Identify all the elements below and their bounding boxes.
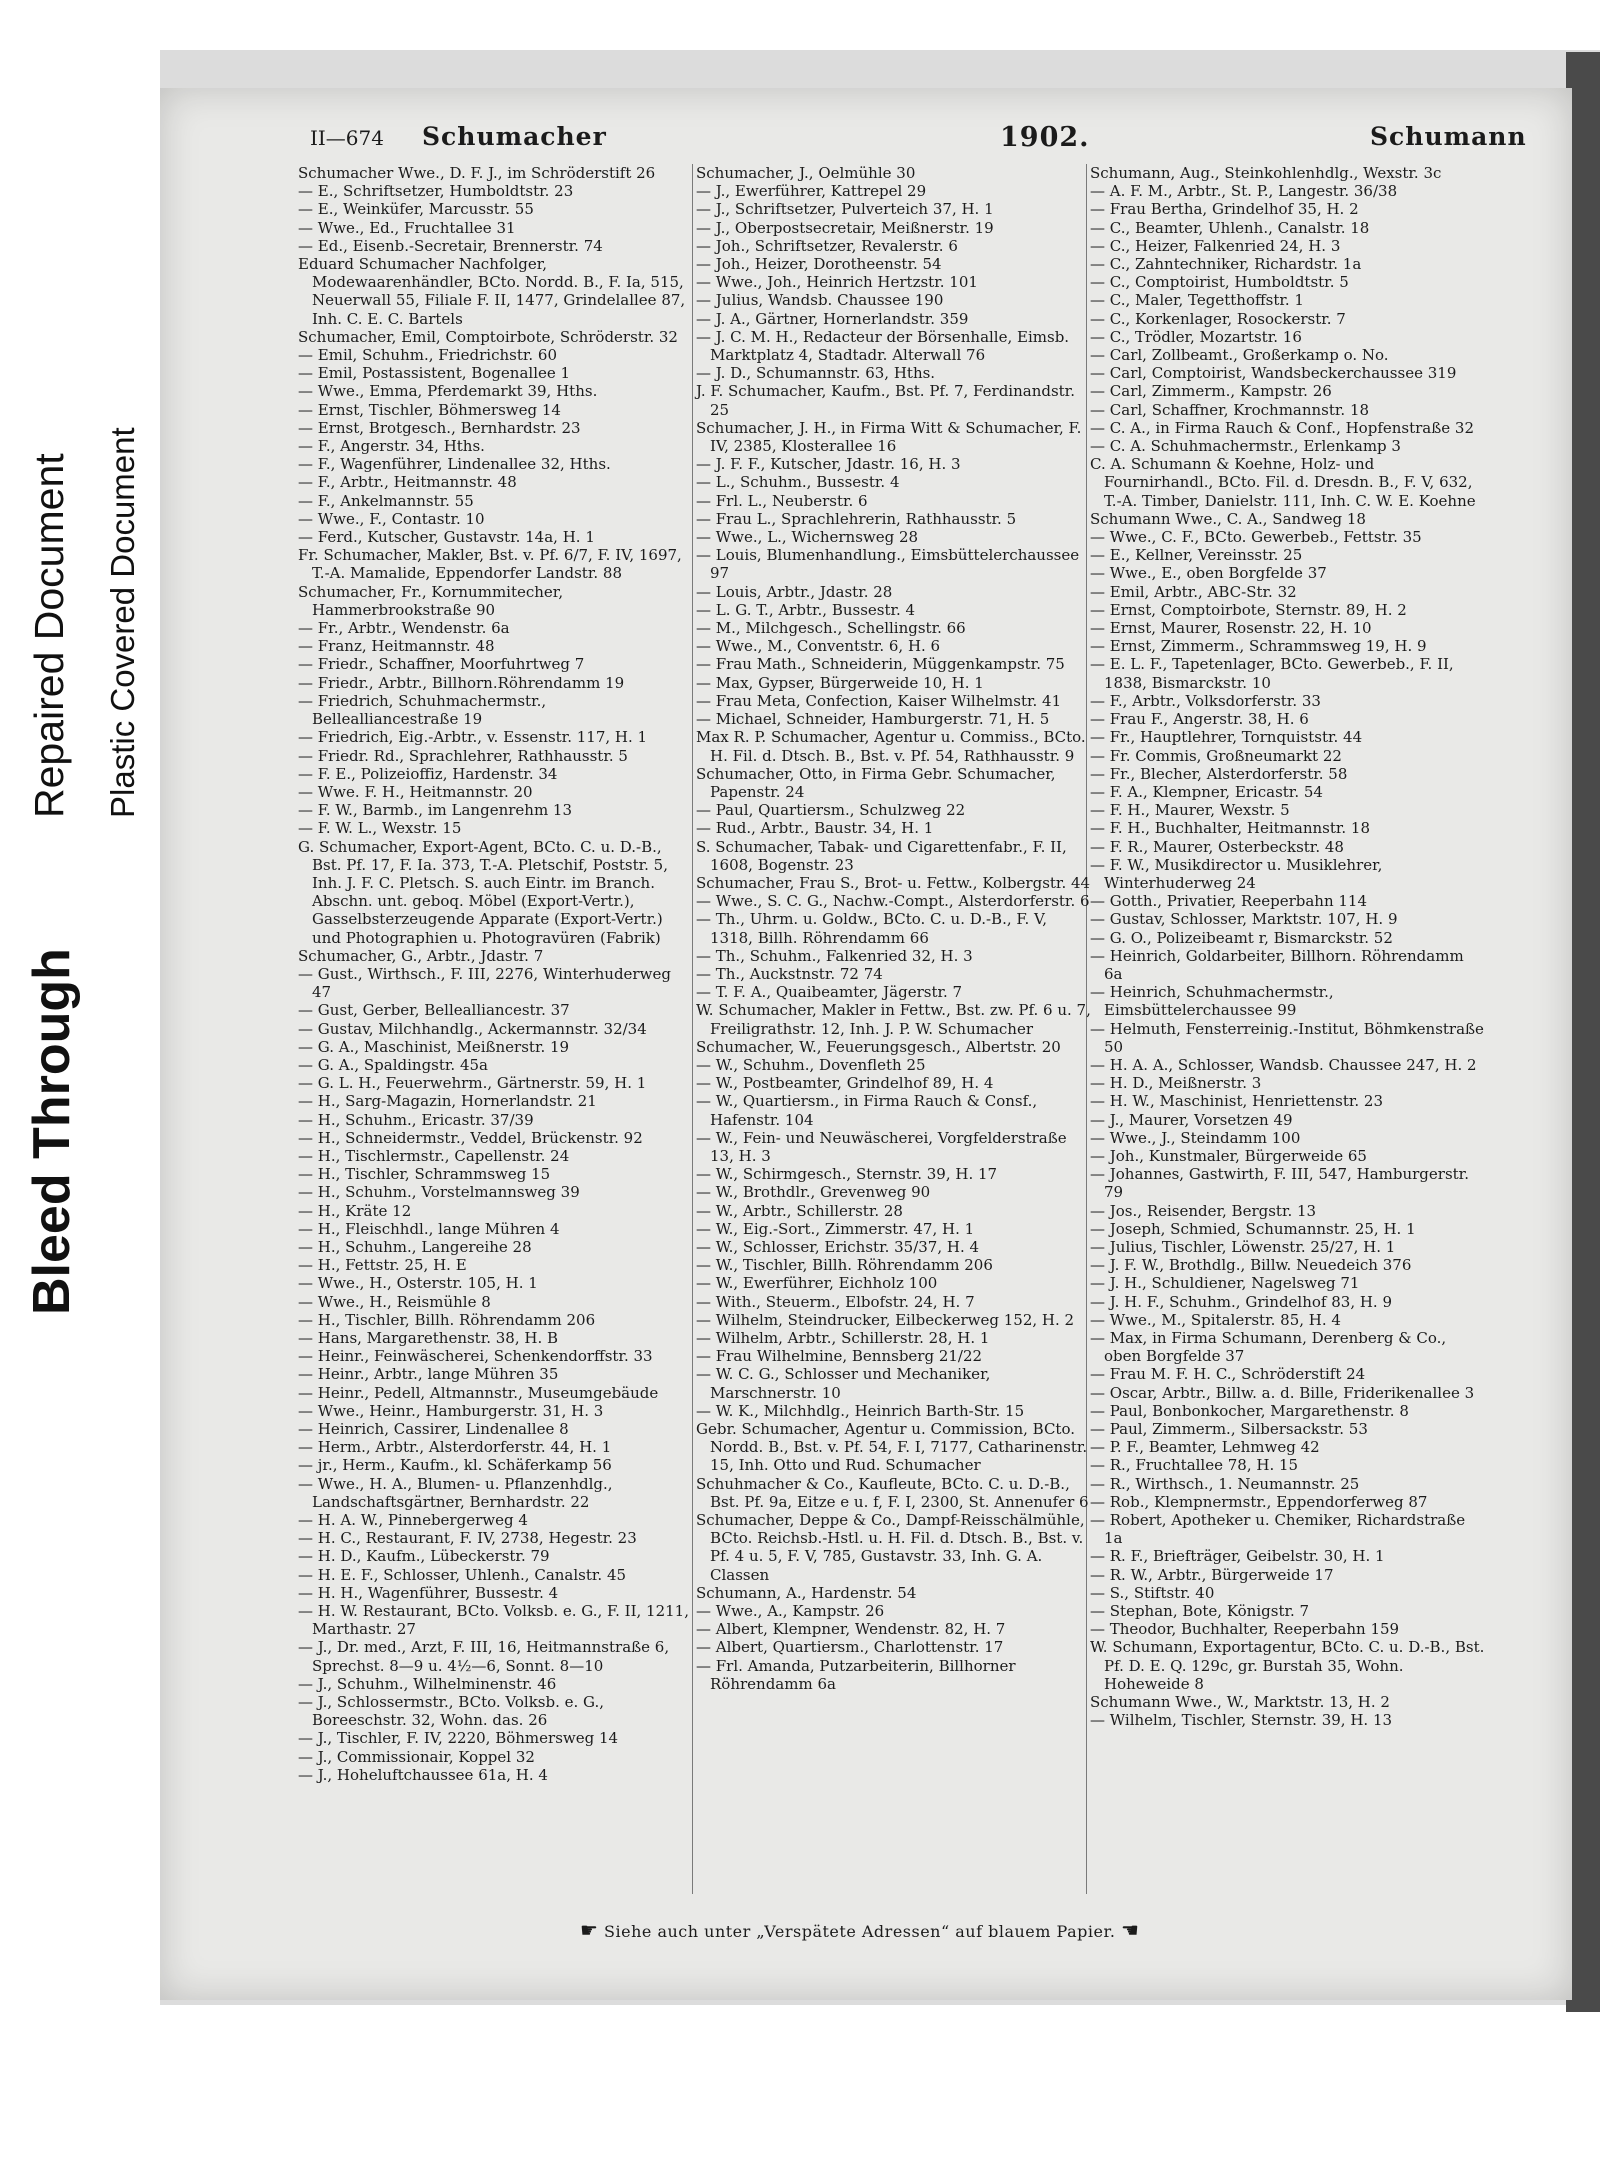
directory-entry: — Heinrich, Cassirer, Lindenallee 8	[298, 1420, 569, 1439]
directory-entry: — J. F. F., Kutscher, Jdastr. 16, H. 3	[696, 455, 961, 474]
directory-entry: — Joh., Kunstmaler, Bürgerweide 65	[1090, 1146, 1367, 1165]
directory-entry: — Fr. Commis, Großneumarkt 22	[1090, 746, 1342, 765]
directory-entry: — Theodor, Buchhalter, Reeperbahn 159	[1090, 1620, 1400, 1639]
directory-entry: — E., Kellner, Vereinsstr. 25	[1090, 546, 1303, 565]
directory-entry: — J. C. M. H., Redacteur der Börsenhalle, Eimsb. Marktplatz 4, Stadtadr. Alterwall 76	[696, 327, 1070, 365]
page-number: II—674	[310, 126, 384, 150]
directory-entry: — Helmuth, Fensterreinig.-Institut, Böhmkenstraße 50	[1090, 1019, 1484, 1056]
directory-entry: — E., Schriftsetzer, Humboldtstr. 23	[298, 182, 574, 201]
directory-entry: — E. L. F., Tapetenlager, BCto. Gewerbeb., F. II, 1838, Bismarckstr. 10	[1090, 655, 1454, 692]
directory-entry: Schumacher, J. H., in Firma Witt & Schumacher, F. IV, 2385, Klosterallee 16	[696, 418, 1082, 456]
directory-entry: — G. A., Spaldingstr. 45a	[298, 1055, 488, 1074]
directory-entry: Max R. P. Schumacher, Agentur u. Commiss., BCto. H. Fil. d. Dtsch. B., Bst. v. Pf. 54, Rathhausstr. 9	[696, 728, 1086, 765]
directory-entry: — H. C., Restaurant, F. IV, 2738, Hegestr. 23	[298, 1529, 637, 1548]
directory-entry: — Paul, Zimmerm., Silbersackstr. 53	[1090, 1420, 1368, 1439]
directory-entry: — J. H., Schuldiener, Nagelsweg 71	[1090, 1274, 1360, 1293]
directory-entry: — H., Fettstr. 25, H. E	[298, 1256, 467, 1275]
directory-entry: — Emil, Arbtr., ABC-Str. 32	[1090, 582, 1297, 601]
directory-entry: — Johannes, Gastwirth, F. III, 547, Hamburgerstr. 79	[1090, 1165, 1469, 1202]
directory-entry: — Wwe., Emma, Pferdemarkt 39, Hths.	[298, 382, 598, 401]
directory-entry: J. F. Schumacher, Kaufm., Bst. Pf. 7, Ferdinandstr. 25	[696, 382, 1075, 419]
directory-entry: — G. A., Maschinist, Meißnerstr. 19	[298, 1037, 570, 1056]
directory-entry: — Carl, Schaffner, Krochmannstr. 18	[1090, 400, 1370, 419]
directory-entry: — Oscar, Arbtr., Billw. a. d. Bille, Friderikenallee 3	[1090, 1383, 1475, 1402]
directory-entry: — Heinr., Pedell, Altmannstr., Museumgebäude	[298, 1383, 659, 1402]
directory-entry: — R., Fruchtallee 78, H. 15	[1090, 1456, 1299, 1475]
directory-entry: — Wwe., C. F., BCto. Gewerbeb., Fettstr. 35	[1090, 528, 1422, 547]
header-left-name: Schumacher	[422, 122, 607, 151]
directory-entry: W. Schumacher, Makler in Fettw., Bst. zw. Pf. 6 u. 7, Freiligrathstr. 12, Inh. J. P. W. Schumacher	[696, 1001, 1091, 1038]
directory-entry: — L. G. T., Arbtr., Bussestr. 4	[696, 600, 916, 619]
directory-entry: — H. W. Restaurant, BCto. Volksb. e. G., F. II, 1211, Marthastr. 27	[298, 1602, 689, 1639]
directory-entry: — F. W. L., Wexstr. 15	[298, 819, 462, 838]
directory-entry: — Wwe., A., Kampstr. 26	[696, 1602, 885, 1621]
directory-entry: — Wwe., J., Steindamm 100	[1090, 1128, 1301, 1147]
directory-entry: — Wwe., L., Wichernsweg 28	[696, 528, 919, 547]
bleed-through-label: Bleed Through	[23, 948, 81, 1315]
directory-entry: — Frau M. F. H. C., Schröderstift 24	[1090, 1365, 1366, 1384]
directory-entry: Schumacher, G., Arbtr., Jdastr. 7	[298, 946, 544, 965]
directory-entry: — L., Schuhm., Bussestr. 4	[696, 473, 900, 492]
directory-entry: — C., Heizer, Falkenried 24, H. 3	[1090, 236, 1341, 255]
directory-entry: — Heinr., Arbtr., lange Mühren 35	[298, 1365, 559, 1384]
page-header	[310, 120, 1532, 160]
directory-entry: — F., Arbtr., Heitmannstr. 48	[298, 473, 517, 492]
directory-entry: — Wwe., Joh., Heinrich Hertzstr. 101	[696, 273, 978, 292]
directory-entry: — With., Steuerm., Elbofstr. 24, H. 7	[696, 1292, 975, 1311]
directory-entry: — Gust, Gerber, Bellealliancestr. 37	[298, 1001, 570, 1020]
directory-entry: — Wwe., S. C. G., Nachw.-Compt., Alsterdorferstr. 6	[696, 892, 1090, 911]
directory-entry: — Frau Math., Schneiderin, Müggenkampstr. 75	[696, 655, 1065, 674]
directory-entry: — Ernst, Maurer, Rosenstr. 22, H. 10	[1090, 619, 1372, 638]
directory-entry: — C. A. Schuhmachermstr., Erlenkamp 3	[1090, 437, 1401, 456]
directory-entry: — Heinrich, Goldarbeiter, Billhorn. Röhrendamm 6a	[1090, 946, 1464, 983]
directory-entry: C. A. Schumann & Koehne, Holz- und Fournirhandl., BCto. Fil. d. Dresdn. B., F. V, 632, T.-A. Timber, Danielstr. 111, Inh. C. W. E. Koehne	[1090, 455, 1476, 510]
header-year: 1902.	[1000, 122, 1090, 153]
directory-entry: — Ernst, Tischler, Böhmersweg 14	[298, 400, 561, 419]
directory-entry: — F., Angerstr. 34, Hths.	[298, 437, 485, 456]
directory-entry: — Ed., Eisenb.-Secretair, Brennerstr. 74	[298, 236, 603, 255]
directory-entry: — J. A., Gärtner, Hornerlandstr. 359	[696, 309, 969, 328]
directory-entry: — Franz, Heitmannstr. 48	[298, 637, 495, 656]
directory-entry: — Friedr. Rd., Sprachlehrer, Rathhausstr. 5	[298, 746, 628, 765]
directory-entry: — W., Schlosser, Erichstr. 35/37, H. 4	[696, 1237, 980, 1256]
directory-entry: — Th., Uhrm. u. Goldw., BCto. C. u. D.-B., F. V, 1318, Billh. Röhrendamm 66	[696, 910, 1047, 947]
directory-entry: — F. H., Maurer, Wexstr. 5	[1090, 801, 1290, 820]
directory-entry: — W. K., Milchhdlg., Heinrich Barth-Str. 15	[696, 1401, 1025, 1420]
pointing-hand-icon: ☛	[580, 1918, 599, 1942]
directory-entry: — Wwe., H., Osterstr. 105, H. 1	[298, 1274, 538, 1293]
directory-entry: Schumacher Wwe., D. F. J., im Schröderstift 26	[298, 164, 656, 182]
directory-entry: — F. R., Maurer, Osterbeckstr. 48	[1090, 837, 1344, 856]
directory-entry: — W., Eig.-Sort., Zimmerstr. 47, H. 1	[696, 1219, 975, 1238]
directory-entry: — W., Quartiersm., in Firma Rauch & Consf., Hafenstr. 104	[696, 1092, 1038, 1129]
directory-entry: — Herm., Arbtr., Alsterdorferstr. 44, H. 1	[298, 1438, 612, 1457]
directory-entry: — Emil, Schuhm., Friedrichstr. 60	[298, 346, 558, 365]
directory-entry: S. Schumacher, Tabak- und Cigarettenfabr., F. II, 1608, Bogenstr. 23	[696, 837, 1067, 874]
directory-entry: Schumacher, Deppe & Co., Dampf-Reisschälmühle, BCto. Reichsb.-Hstl. u. H. Fil. d. Dtsch. B., Bst. v. Pf. 4 u. 5, F. V, 785, Gustavstr. 33, Inh. G. A. Classen	[696, 1511, 1085, 1584]
directory-entry: — Fr., Hauptlehrer, Tornquiststr. 44	[1090, 728, 1363, 747]
directory-entry: — Rob., Klempnermstr., Eppendorferweg 87	[1090, 1492, 1428, 1511]
directory-entry: — C., Maler, Tegetthoffstr. 1	[1090, 291, 1304, 310]
column-3	[1090, 164, 1485, 1729]
directory-entry: Gebr. Schumacher, Agentur u. Commission, BCto. Nordd. B., Bst. v. Pf. 54, F. I, 7177, Catharinenstr. 15, Inh. Otto und Rud. Schumacher	[696, 1420, 1088, 1475]
directory-entry: — W., Brothdlr., Grevenweg 90	[696, 1183, 931, 1202]
directory-entry: — Friedr., Schaffner, Moorfuhrtweg 7	[298, 655, 585, 674]
directory-entry: — Th., Auckstnstr. 72 74	[696, 964, 883, 983]
directory-entry: — Wwe. F. H., Heitmannstr. 20	[298, 782, 533, 801]
directory-entry: — J., Commissionair, Koppel 32	[298, 1747, 535, 1766]
directory-entry: — W. C. G., Schlosser und Mechaniker, Marschnerstr. 10	[696, 1365, 991, 1402]
directory-entry: — Wwe., M., Spitalerstr. 85, H. 4	[1090, 1310, 1341, 1329]
directory-entry: — G. L. H., Feuerwehrm., Gärtnerstr. 59, H. 1	[298, 1074, 647, 1093]
directory-entry: Schuhmacher & Co., Kaufleute, BCto. C. u. D.-B., Bst. Pf. 9a, Eitze e u. f, F. I, 2300, St. Annenufer 6	[696, 1474, 1089, 1511]
directory-entry: — F. W., Barmb., im Langenrehm 13	[298, 801, 573, 820]
directory-entry: — H., Schuhm., Langereihe 28	[298, 1237, 532, 1256]
directory-entry: — Julius, Wandsb. Chaussee 190	[696, 291, 944, 310]
directory-entry: — J., Dr. med., Arzt, F. III, 16, Heitmannstraße 6, Sprechst. 8—9 u. 4½—6, Sonnt. 8—10	[298, 1638, 670, 1675]
directory-entry: — Wilhelm, Tischler, Sternstr. 39, H. 13	[1090, 1711, 1393, 1730]
directory-entry: — Wwe., E., oben Borgfelde 37	[1090, 564, 1327, 583]
directory-entry: — J., Schriftsetzer, Pulverteich 37, H. 1	[696, 200, 994, 219]
directory-entry: — Louis, Blumenhandlung., Eimsbüttelerchaussee 97	[696, 546, 1080, 583]
directory-entry: — H., Schuhm., Ericastr. 37/39	[298, 1110, 534, 1129]
repaired-document-label: Repaired Document	[26, 453, 72, 818]
directory-entry: — J. H. F., Schuhm., Grindelhof 83, H. 9	[1090, 1292, 1393, 1311]
directory-entry: — Gotth., Privatier, Reeperbahn 114	[1090, 892, 1368, 911]
directory-entry: — Friedrich, Schuhmachermstr., Bellealliancestraße 19	[298, 691, 547, 729]
directory-entry: — H. W., Maschinist, Henriettenstr. 23	[1090, 1092, 1383, 1111]
directory-entry: — Albert, Quartiersm., Charlottenstr. 17	[696, 1638, 1004, 1657]
directory-entry: — Joh., Heizer, Dorotheenstr. 54	[696, 255, 942, 274]
directory-entry: — jr., Herm., Kaufm., kl. Schäferkamp 56	[298, 1456, 612, 1475]
directory-entry: — J., Ewerführer, Kattrepel 29	[696, 182, 927, 201]
directory-entry: — Frau Meta, Confection, Kaiser Wilhelmstr. 41	[696, 691, 1062, 710]
directory-entry: — A. F. M., Arbtr., St. P., Langestr. 36/38	[1090, 182, 1398, 201]
directory-entry: — Frau F., Angerstr. 38, H. 6	[1090, 710, 1309, 729]
directory-entry: — H., Schneidermstr., Veddel, Brückenstr. 92	[298, 1128, 643, 1147]
directory-entry: — G. O., Polizeibeamt r, Bismarckstr. 52	[1090, 928, 1393, 947]
directory-entry: — Carl, Zollbeamt., Großerkamp o. No.	[1090, 346, 1389, 365]
directory-entry: — R., Wirthsch., 1. Neumannstr. 25	[1090, 1474, 1360, 1493]
footer-text: Siehe auch unter „Verspätete Adressen“ auf blauem Papier.	[604, 1922, 1116, 1941]
directory-entry: — Wwe., Ed., Fruchtallee 31	[298, 218, 516, 237]
directory-entry: — F. E., Polizeioffiz, Hardenstr. 34	[298, 764, 558, 783]
directory-entry: — H., Fleischhdl., lange Mühren 4	[298, 1219, 560, 1238]
directory-entry: Schumacher, J., Oelmühle 30	[696, 164, 916, 182]
directory-entry: — P. F., Beamter, Lehmweg 42	[1090, 1438, 1320, 1457]
directory-entry: — C., Zahntechniker, Richardstr. 1a	[1090, 255, 1362, 274]
directory-entry: — W., Arbtr., Schillerstr. 28	[696, 1201, 903, 1220]
directory-entry: — H. D., Meißnerstr. 3	[1090, 1074, 1262, 1093]
directory-entry: — Joseph, Schmied, Schumannstr. 25, H. 1	[1090, 1219, 1416, 1238]
directory-entry: Schumann Wwe., W., Marktstr. 13, H. 2	[1090, 1693, 1390, 1712]
directory-page	[160, 88, 1572, 2000]
directory-entry: — Carl, Zimmerm., Kampstr. 26	[1090, 382, 1332, 401]
header-right-name: Schumann	[1370, 122, 1527, 151]
directory-entry: — J., Maurer, Vorsetzen 49	[1090, 1110, 1293, 1129]
directory-entry: — C., Comptoirist, Humboldtstr. 5	[1090, 273, 1349, 292]
side-labels	[0, 0, 160, 2177]
directory-entry: — Hans, Margarethenstr. 38, H. B	[298, 1329, 559, 1347]
directory-entry: — Frau L., Sprachlehrerin, Rathhausstr. 5	[696, 509, 1017, 528]
directory-entry: — Julius, Tischler, Löwenstr. 25/27, H. 1	[1090, 1237, 1396, 1256]
directory-entry: — W., Ewerführer, Eichholz 100	[696, 1274, 938, 1293]
directory-entry: — Robert, Apotheker u. Chemiker, Richardstraße 1a	[1090, 1511, 1466, 1548]
directory-entry: — Heinrich, Schuhmachermstr., Eimsbüttelerchaussee 99	[1090, 983, 1334, 1020]
directory-entry: — S., Stiftstr. 40	[1090, 1583, 1215, 1602]
directory-entry: — Louis, Arbtr., Jdastr. 28	[696, 582, 893, 601]
directory-entry: — Wwe., Heinr., Hamburgerstr. 31, H. 3	[298, 1401, 604, 1420]
directory-entry: — Ernst, Comptoirbote, Sternstr. 89, H. 2	[1090, 600, 1407, 619]
directory-entry: — H. E. F., Schlosser, Uhlenh., Canalstr. 45	[298, 1565, 627, 1584]
pointing-hand-icon: ☚	[1121, 1918, 1140, 1942]
directory-entry: — F., Ankelmannstr. 55	[298, 491, 474, 510]
directory-entry: — J., Oberpostsecretair, Meißnerstr. 19	[696, 218, 994, 237]
column-1	[298, 164, 693, 1784]
directory-entry: — W., Schirmgesch., Sternstr. 39, H. 17	[696, 1165, 998, 1184]
directory-entry: — Frau Bertha, Grindelhof 35, H. 2	[1090, 200, 1359, 219]
directory-entry: — J. F. W., Brothdlg., Billw. Neuedeich 376	[1090, 1256, 1412, 1275]
directory-entry: — F., Wagenführer, Lindenallee 32, Hths.	[298, 455, 611, 474]
directory-entry: — H., Tischler, Schrammsweg 15	[298, 1165, 551, 1184]
directory-entry: — R. W., Arbtr., Bürgerweide 17	[1090, 1565, 1334, 1584]
directory-entry: — C., Trödler, Mozartstr. 16	[1090, 327, 1302, 346]
directory-entry: — Max, in Firma Schumann, Derenberg & Co., oben Borgfelde 37	[1090, 1329, 1447, 1366]
directory-entry: — Stephan, Bote, Königstr. 7	[1090, 1602, 1310, 1621]
directory-entry: — H. H., Wagenführer, Bussestr. 4	[298, 1583, 559, 1602]
directory-entry: Fr. Schumacher, Makler, Bst. v. Pf. 6/7, F. IV, 1697, T.-A. Mamalide, Eppendorfer Landstr. 88	[298, 546, 682, 583]
directory-entry: — H. A. W., Pinnebergerweg 4	[298, 1511, 528, 1530]
directory-entry: — J., Schlossermstr., BCto. Volksb. e. G., Boreeschstr. 32, Wohn. das. 26	[298, 1693, 605, 1730]
directory-entry: Schumacher, Fr., Kornummitecher, Hammerbrookstraße 90	[298, 582, 564, 619]
directory-entry: — Joh., Schriftsetzer, Revalerstr. 6	[696, 236, 958, 255]
directory-entry: Schumacher, Otto, in Firma Gebr. Schumacher, Papenstr. 24	[696, 764, 1056, 801]
directory-entry: — M., Milchgesch., Schellingstr. 66	[696, 619, 966, 638]
directory-entry: — W., Tischler, Billh. Röhrendamm 206	[696, 1256, 993, 1275]
directory-entry: — Jos., Reisender, Bergstr. 13	[1090, 1201, 1317, 1220]
directory-entry: — F. H., Buchhalter, Heitmannstr. 18	[1090, 819, 1371, 838]
directory-entry: — J., Tischler, F. IV, 2220, Böhmersweg 14	[298, 1729, 619, 1748]
directory-entry: Eduard Schumacher Nachfolger, Modewaarenhändler, BCto. Nordd. B., F. Ia, 515, Neuerwall 55, Filiale F. II, 1477, Grindelallee 87, Inh. C. E. C. Bartels	[298, 255, 686, 328]
directory-entry: — Wilhelm, Arbtr., Schillerstr. 28, H. 1	[696, 1329, 990, 1347]
column-2	[696, 164, 1091, 1693]
directory-entry: Schumacher, Emil, Comptoirbote, Schröderstr. 32	[298, 327, 678, 346]
directory-entry: — Ernst, Brotgesch., Bernhardstr. 23	[298, 418, 581, 437]
directory-entry: — F. A., Klempner, Ericastr. 54	[1090, 782, 1323, 801]
directory-entry: — R. F., Briefträger, Geibelstr. 30, H. 1	[1090, 1547, 1385, 1566]
directory-entry: — Wwe., M., Conventstr. 6, H. 6	[696, 637, 941, 656]
directory-entry: — H., Schuhm., Vorstelmannsweg 39	[298, 1183, 580, 1202]
directory-entry: — Friedr., Arbtr., Billhorn.Röhrendamm 19	[298, 673, 625, 692]
directory-entry: — Ferd., Kutscher, Gustavstr. 14a, H. 1	[298, 528, 595, 547]
directory-entry: — Wwe., F., Contastr. 10	[298, 509, 485, 528]
directory-entry: — C. A., in Firma Rauch & Conf., Hopfenstraße 32	[1090, 418, 1474, 437]
directory-entry: — Friedrich, Eig.-Arbtr., v. Essenstr. 117, H. 1	[298, 728, 648, 747]
directory-entry: — F. W., Musikdirector u. Musiklehrer, Winterhuderweg 24	[1090, 855, 1383, 892]
directory-entry: — W., Postbeamter, Grindelhof 89, H. 4	[696, 1074, 994, 1093]
directory-entry: Schumann, A., Hardenstr. 54	[696, 1583, 917, 1602]
directory-entry: — C., Beamter, Uhlenh., Canalstr. 18	[1090, 218, 1370, 237]
directory-entry: — Wilhelm, Steindrucker, Eilbeckerweg 152, H. 2	[696, 1310, 1075, 1329]
directory-entry: — H., Tischlermstr., Capellenstr. 24	[298, 1146, 570, 1165]
directory-entry: — Wwe., H., Reismühle 8	[298, 1292, 491, 1311]
directory-entry: — Gust., Wirthsch., F. III, 2276, Winterhuderweg 47	[298, 964, 671, 1002]
directory-entry: W. Schumann, Exportagentur, BCto. C. u. D.-B., Bst. Pf. D. E. Q. 129c, gr. Burstah 35, Wohn. Hoheweide 8	[1090, 1638, 1485, 1693]
directory-entry: — Michael, Schneider, Hamburgerstr. 71, H. 5	[696, 710, 1050, 729]
directory-entry: — H., Tischler, Billh. Röhrendamm 206	[298, 1310, 596, 1329]
directory-entry: — Ernst, Zimmerm., Schrammsweg 19, H. 9	[1090, 637, 1427, 656]
directory-entry: — Gustav, Milchhandlg., Ackermannstr. 32/34	[298, 1019, 647, 1038]
directory-entry: — J., Hoheluftchaussee 61a, H. 4	[298, 1765, 548, 1784]
directory-entry: — Paul, Bonbonkocher, Margarethenstr. 8	[1090, 1401, 1409, 1420]
footer-note	[580, 1918, 1139, 1942]
directory-entry: — J. D., Schumannstr. 63, Hths.	[696, 364, 936, 383]
directory-entry: — Rud., Arbtr., Baustr. 34, H. 1	[696, 819, 934, 838]
directory-entry: — Fr., Arbtr., Wendenstr. 6a	[298, 619, 510, 638]
directory-entry: — Carl, Comptoirist, Wandsbeckerchaussee 319	[1090, 364, 1457, 383]
directory-entry: — Gustav, Schlosser, Marktstr. 107, H. 9	[1090, 910, 1398, 929]
directory-entry: — J., Schuhm., Wilhelminenstr. 46	[298, 1674, 557, 1693]
directory-entry: Schumacher, Frau S., Brot- u. Fettw., Kolbergstr. 44	[696, 873, 1091, 892]
directory-entry: — Paul, Quartiersm., Schulzweg 22	[696, 801, 966, 820]
directory-entry: — Heinr., Feinwäscherei, Schenkendorffstr. 33	[298, 1347, 653, 1366]
directory-entry: — W., Schuhm., Dovenfleth 25	[696, 1055, 926, 1074]
directory-entry: — Albert, Klempner, Wendenstr. 82, H. 7	[696, 1620, 1006, 1639]
directory-entry: — H. D., Kaufm., Lübeckerstr. 79	[298, 1547, 550, 1566]
directory-entry: Schumann Wwe., C. A., Sandweg 18	[1090, 509, 1366, 528]
directory-entry: — H., Sarg-Magazin, Hornerlandstr. 21	[298, 1092, 597, 1111]
directory-entry: Schumacher, W., Feuerungsgesch., Albertstr. 20	[696, 1037, 1061, 1056]
directory-entry: — Wwe., H. A., Blumen- u. Pflanzenhdlg., Landschaftsgärtner, Bernhardstr. 22	[298, 1474, 613, 1511]
directory-entry: — Frau Wilhelmine, Bennsberg 21/22	[696, 1347, 983, 1366]
directory-entry: — T. F. A., Quaibeamter, Jägerstr. 7	[696, 983, 963, 1002]
directory-entry: — Frl. Amanda, Putzarbeiterin, Billhorner Röhrendamm 6a	[696, 1656, 1016, 1693]
directory-entry: — H., Kräte 12	[298, 1201, 412, 1220]
directory-entry: — Th., Schuhm., Falkenried 32, H. 3	[696, 946, 973, 965]
directory-entry: Schumann, Aug., Steinkohlenhdlg., Wexstr. 3c	[1090, 164, 1442, 182]
directory-entry: — Emil, Postassistent, Bogenallee 1	[298, 364, 571, 383]
directory-entry: — C., Korkenlager, Rosockerstr. 7	[1090, 309, 1346, 328]
directory-entry: — E., Weinküfer, Marcusstr. 55	[298, 200, 534, 219]
directory-entry: G. Schumacher, Export-Agent, BCto. C. u. D.-B., Bst. Pf. 17, F. Ia. 373, T.-A. Pletschif, Poststr. 5, Inh. J. F. C. Pletsch. S. auch Eintr. im Branch. Abschn. unt. geboq. Möbel (Export-Vertr.), Gasselbsterzeugende Apparate (Export-Vertr.) und Photographien u. Photogravüren (Fabrik)	[298, 837, 668, 947]
directory-entry: — F., Arbtr., Volksdorferstr. 33	[1090, 691, 1321, 710]
directory-entry: — Max, Gypser, Bürgerweide 10, H. 1	[696, 673, 984, 692]
plastic-covered-label: Plastic Covered Document	[104, 427, 141, 818]
directory-entry: — W., Fein- und Neuwäscherei, Vorgfelderstraße 13, H. 3	[696, 1128, 1067, 1165]
directory-entry: — H. A. A., Schlosser, Wandsb. Chaussee 247, H. 2	[1090, 1055, 1477, 1074]
directory-entry: — Frl. L., Neuberstr. 6	[696, 491, 868, 510]
directory-entry: — Fr., Blecher, Alsterdorferstr. 58	[1090, 764, 1348, 783]
